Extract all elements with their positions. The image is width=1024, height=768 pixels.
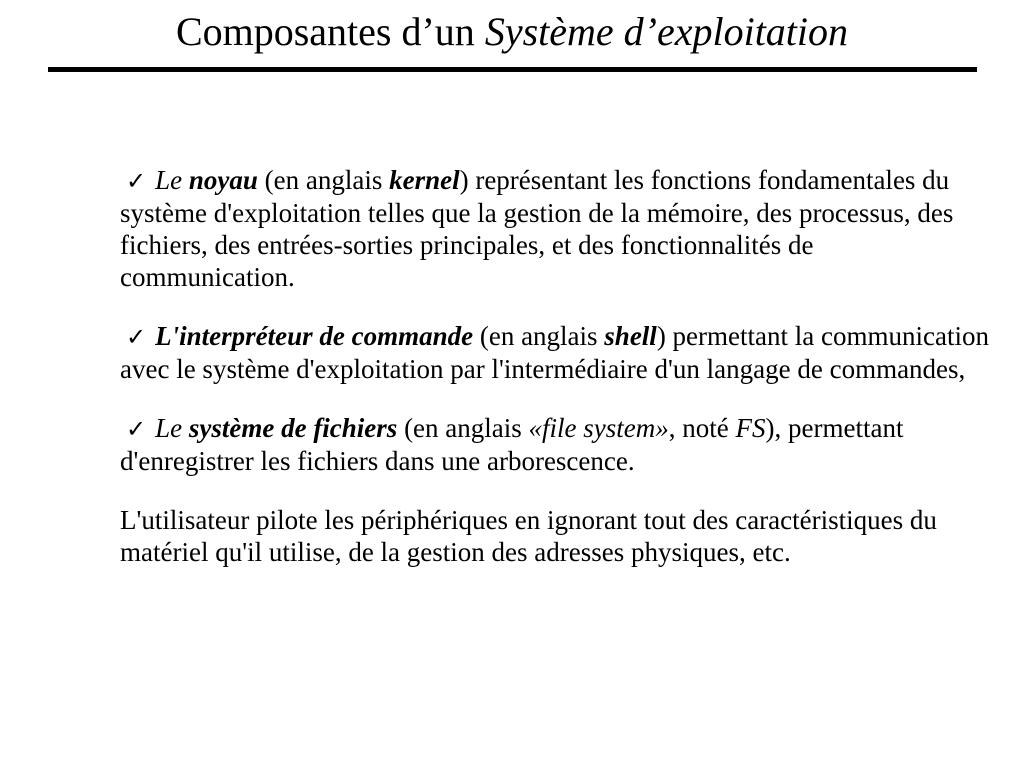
text-segment: système d'exploitation telles que la gestion de la mémoire, des processus, des [120, 198, 954, 228]
text-segment: shell [604, 321, 657, 351]
text-segment: (en anglais [257, 165, 390, 195]
slide-title [0, 9, 1024, 55]
closing-paragraph [120, 504, 992, 568]
text-segment: fichiers, des entrées-sorties principales, et des fonctionnalités de [120, 230, 814, 260]
bullet-paragraph-shell [120, 320, 992, 385]
text-segment: d'enregistrer les fichiers dans une arborescence. [120, 446, 635, 476]
text-segment: FS [735, 413, 766, 443]
check-bullet-icon: ✓ [126, 323, 147, 351]
text-segment: matériel qu'il utilise, de la gestion des adresses physiques, etc. [120, 537, 791, 567]
text-segment: (en anglais [397, 413, 529, 443]
bullet-paragraph-kernel [120, 164, 992, 293]
text-segment: ), permettant [765, 413, 904, 443]
text-segment: noyau [188, 165, 258, 195]
text-segment: ) permettant la communication [656, 321, 989, 351]
text-segment: «file system» [528, 413, 669, 443]
slide-body [120, 164, 992, 595]
title-italic-text: Système d’exploitation [484, 9, 849, 54]
bullet-paragraph-filesystem [120, 412, 992, 477]
text-segment: Le [155, 165, 189, 195]
check-bullet-icon: ✓ [126, 415, 147, 443]
text-segment: L'utilisateur pilote les périphériques en ignorant tout des caractéristiques du [120, 505, 937, 535]
text-segment: L'interpréteur de commande [155, 321, 474, 351]
title-underline [48, 67, 977, 72]
check-bullet-icon: ✓ [126, 167, 147, 195]
text-segment: Le [155, 413, 189, 443]
text-segment: avec le système d'exploitation par l'intermédiaire d'un langage de commandes, [120, 354, 966, 384]
text-segment: ) représentant les fonctions fondamentales du [459, 165, 950, 195]
text-segment: système de fichiers [188, 413, 398, 443]
text-segment: , noté [668, 413, 736, 443]
text-segment: kernel [389, 165, 460, 195]
text-segment: (en anglais [473, 321, 605, 351]
title-regular-text: Composantes d’un [175, 9, 485, 54]
text-segment: communication. [120, 262, 295, 292]
